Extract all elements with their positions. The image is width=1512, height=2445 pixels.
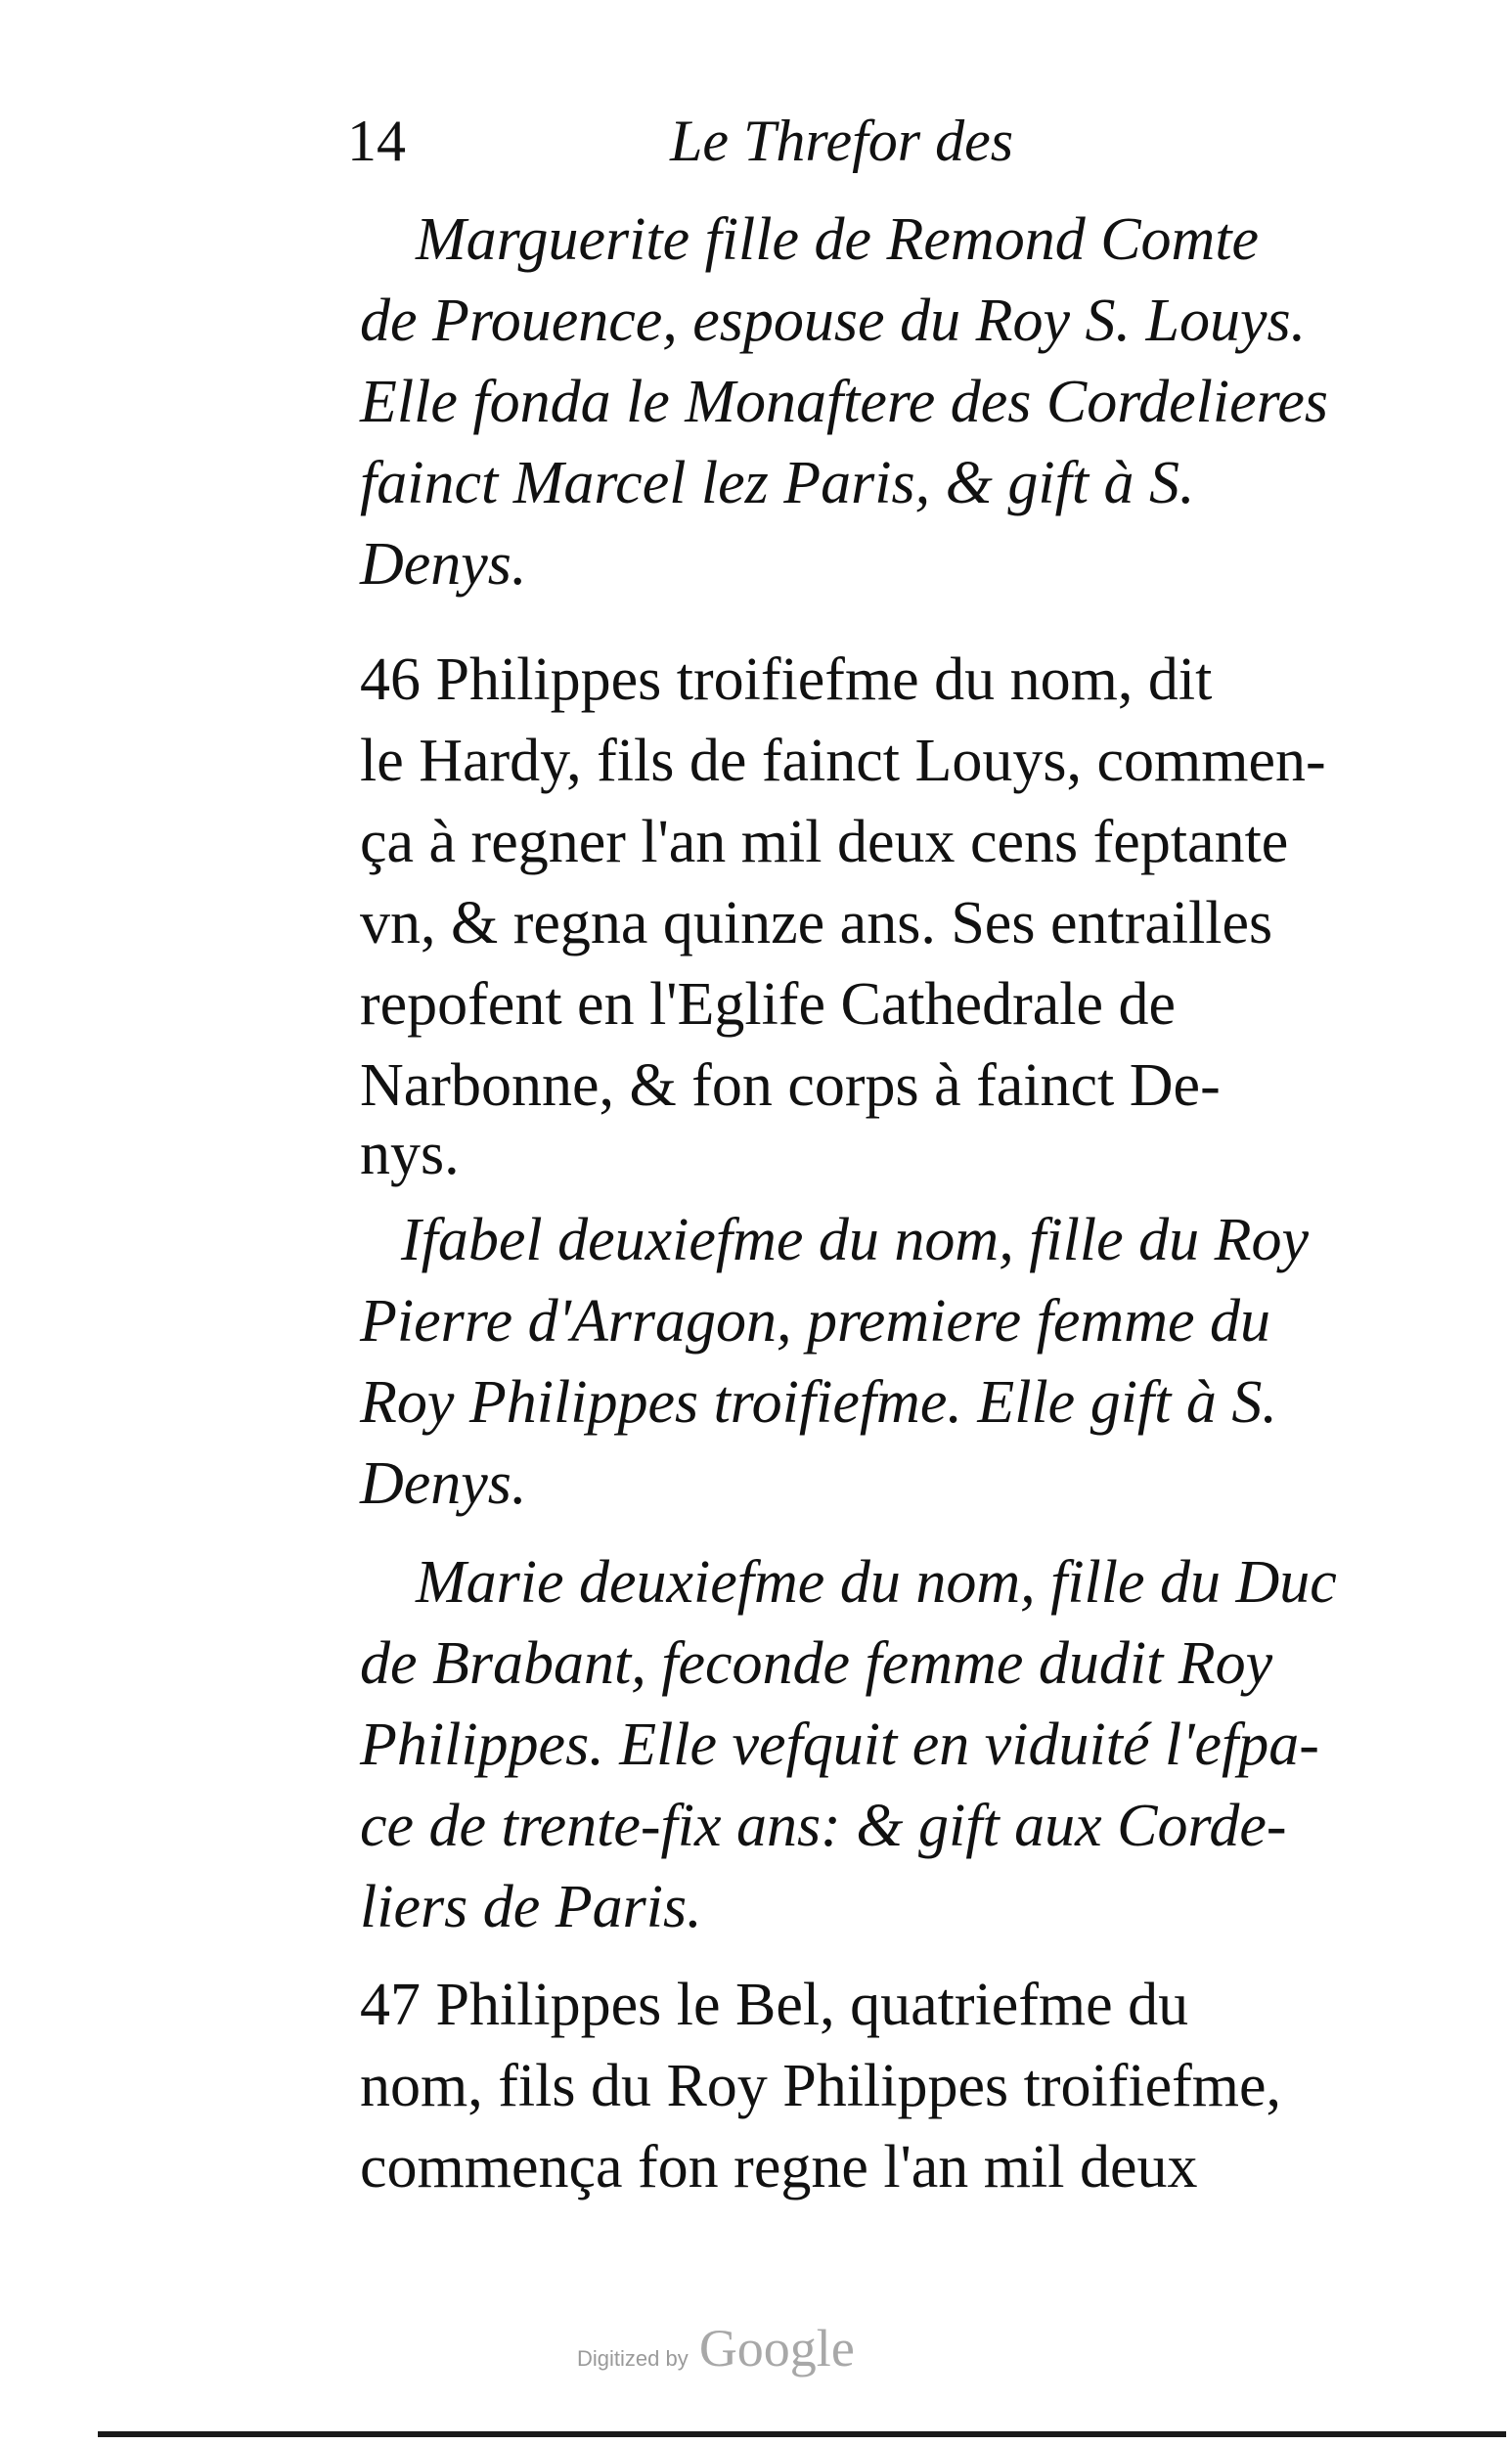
text-line: Elle fonda le Monaftere des Cordelieres — [360, 369, 1329, 435]
text-line: Narbonne, & fon corps à fainct De- — [360, 1052, 1221, 1119]
text-line: Ifabel deuxiefme du nom, fille du Roy — [401, 1207, 1310, 1273]
watermark-prefix: Digitized by — [577, 2346, 689, 2371]
text-line: Philippes. Elle vefquit en viduité l'efpa- — [360, 1712, 1319, 1778]
text-line: ça à regner l'an mil deux cens feptante — [360, 809, 1289, 875]
text-line: Denys. — [360, 531, 527, 598]
text-line: de Brabant, feconde femme dudit Roy — [360, 1630, 1273, 1697]
running-title: Le Threfor des — [670, 109, 1014, 173]
digitized-by-google-watermark — [577, 2318, 855, 2378]
text-line: fainct Marcel lez Paris, & gift à S. — [360, 450, 1195, 516]
text-line: liers de Paris. — [360, 1874, 702, 1940]
text-line: 47 Philippes le Bel, quatriefme du — [360, 1972, 1189, 2038]
text-line: Marie deuxiefme du nom, fille du Duc — [416, 1549, 1337, 1616]
google-logo: Google — [698, 2319, 855, 2378]
text-line: le Hardy, fils de fainct Louys, commen- — [360, 728, 1326, 794]
text-line: commença fon regne l'an mil deux — [360, 2134, 1198, 2200]
page-header — [347, 108, 1403, 186]
text-line: repofent en l'Eglife Cathedrale de — [360, 971, 1177, 1038]
text-line: 46 Philippes troifiefme du nom, dit — [360, 646, 1213, 713]
bottom-edge-rule — [98, 2431, 1506, 2437]
text-line: Marguerite fille de Remond Comte — [416, 206, 1260, 273]
text-line: de Prouence, espouse du Roy S. Louys. — [360, 288, 1307, 354]
text-line: Pierre d'Arragon, premiere femme du — [360, 1288, 1270, 1355]
page-number: 14 — [347, 109, 406, 173]
text-line: nys. — [360, 1121, 460, 1187]
text-line: ce de trente-fix ans: & gift aux Corde- — [360, 1793, 1287, 1859]
text-line: Denys. — [360, 1450, 527, 1517]
text-line: vn, & regna quinze ans. Ses entrailles — [360, 890, 1273, 956]
text-line: nom, fils du Roy Philippes troifiefme, — [360, 2053, 1281, 2119]
text-line: Roy Philippes troifiefme. Elle gift à S. — [360, 1369, 1277, 1436]
